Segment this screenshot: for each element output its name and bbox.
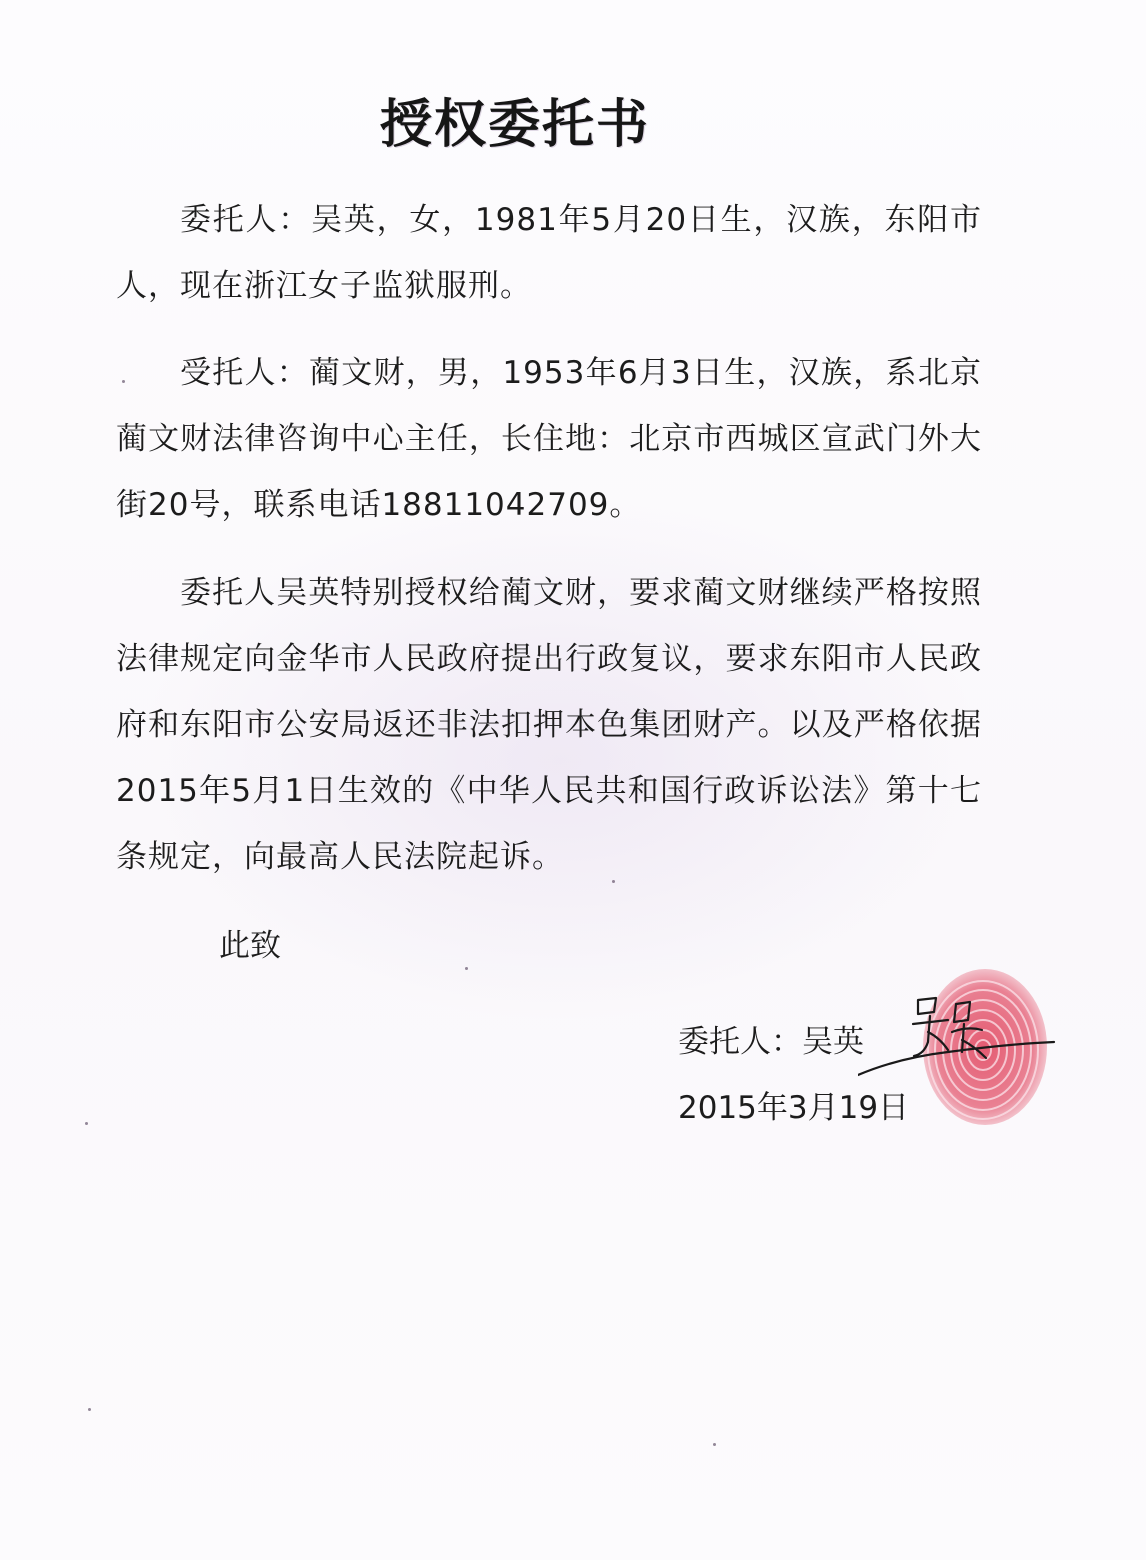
principal-paragraph: 委托人：吴英，女，1981年5月20日生，汉族，东阳市人，现在浙江女子监狱服刑。: [116, 202, 982, 304]
authorization-paragraph: 委托人吴英特别授权给蔺文财，要求蔺文财继续严格按照法律规定向金华市人民政府提出行政复议，要求东阳市人民政府和东阳市公安局返还非法扣押本色集团财产。以及严格依据2015年5月1日生效的《中华人民共和国行政诉讼法》第十七条规定，向最高人民法院起诉。: [116, 575, 982, 875]
scan-speck: [713, 1443, 716, 1446]
document-title: 授权委托书: [379, 95, 650, 155]
signature-line: 委托人：吴英: [678, 1024, 864, 1060]
scan-speck: [85, 1122, 88, 1125]
signature-date: 2015年3月19日: [678, 1090, 910, 1126]
scan-speck: [88, 1408, 91, 1411]
scan-speck: [465, 967, 468, 970]
handwritten-signature: [858, 980, 1058, 1080]
agent-paragraph: 受托人：蔺文财，男，1953年6月3日生，汉族，系北京蔺文财法律咨询中心主任，长住地：北京市西城区宣武门外大街20号，联系电话18811042709。: [116, 355, 982, 523]
scan-speck: [122, 380, 125, 383]
closing-salutation: 此致: [219, 928, 281, 964]
scan-speck: [612, 880, 615, 883]
